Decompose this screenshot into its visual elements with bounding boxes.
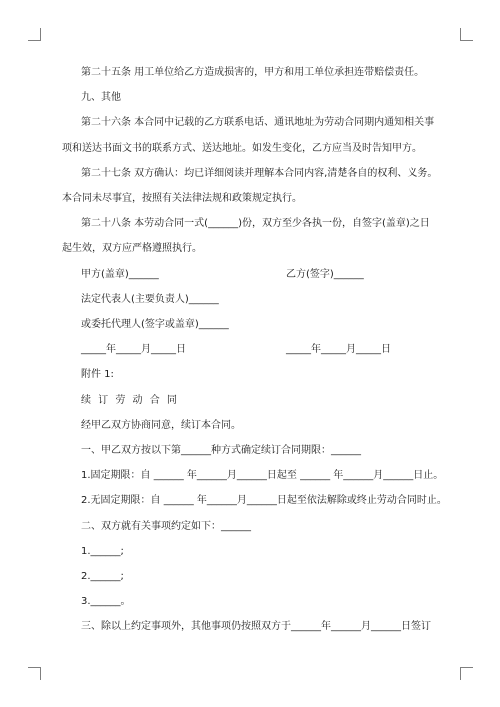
article-27-line-2: 本合同未尽事宜，按照有关法律法规和政策规定执行。 [62,193,302,205]
article-28-line-2: 起生效，双方应严格遵照执行。 [62,243,202,255]
agreed-matters-clause: 二、双方就有关事项约定如下：______ [81,520,251,532]
open-term-clause: 2.无固定期限：自 ______ 年______月______日起至依法解除或终止劳动合同时止。 [81,495,447,507]
agreed-item-3: 3.______。 [81,596,131,608]
party-b-signature: 乙方(签字)______ [286,268,364,280]
crop-mark-top-right [460,28,473,41]
party-a-signature: 甲方(盖章)______ [81,268,159,280]
article-27-line-1: 第二十七条 双方确认：均已详细阅读并理解本合同内容,清楚各自的权利、义务。 [81,167,438,179]
annex-label: 附件 1: [81,369,114,381]
crop-mark-top-left [28,28,41,41]
annex-title: 续 订 劳 动 合 同 [81,394,179,406]
document-body[interactable] [62,60,447,640]
article-28-line-1: 第二十八条 本劳动合同一式(______)份，双方至少各执一份，自签字(盖章)之日 [81,218,430,230]
fixed-term-clause: 1.固定期限：自 ______ 年______月______日起至 ______ 年______月______日止。 [81,470,444,482]
crop-mark-bottom-right [460,667,473,680]
article-25: 第二十五条 用工单位给乙方造成损害的，甲方和用工单位承担连带赔偿责任。 [81,67,425,78]
authorized-agent-line: 或委托代理人(签字或盖章)______ [81,319,229,331]
agreed-item-2: 2.______; [81,571,124,583]
article-26-line-1: 第二十六条 本合同中记载的乙方联系电话、通讯地址为劳动合同期内通知相关事 [81,117,435,129]
section-9-heading: 九、其他 [81,92,121,104]
renewal-agreement: 经甲乙双方协商同意，续订本合同。 [81,419,241,431]
term-method-clause: 一、甲乙双方按以下第______种方式确定续订合同期限：______ [81,445,361,457]
article-26-line-2: 项和送达书面文书的联系方式、送达地址。如发生变化，乙方应当及时告知甲方。 [62,142,422,154]
date-party-a: _____年_____月_____日 [81,344,186,356]
other-matters-clause: 三、除以上约定事项外，其他事项仍按照双方于______年______月______日签订 [81,621,431,633]
date-party-b: _____年_____月_____日 [286,344,391,356]
date-row [62,337,440,362]
party-signature-row [62,262,440,287]
agreed-item-1: 1.______; [81,545,124,557]
legal-representative-line: 法定代表人(主要负责人)______ [81,293,219,305]
crop-mark-bottom-left [28,667,41,680]
